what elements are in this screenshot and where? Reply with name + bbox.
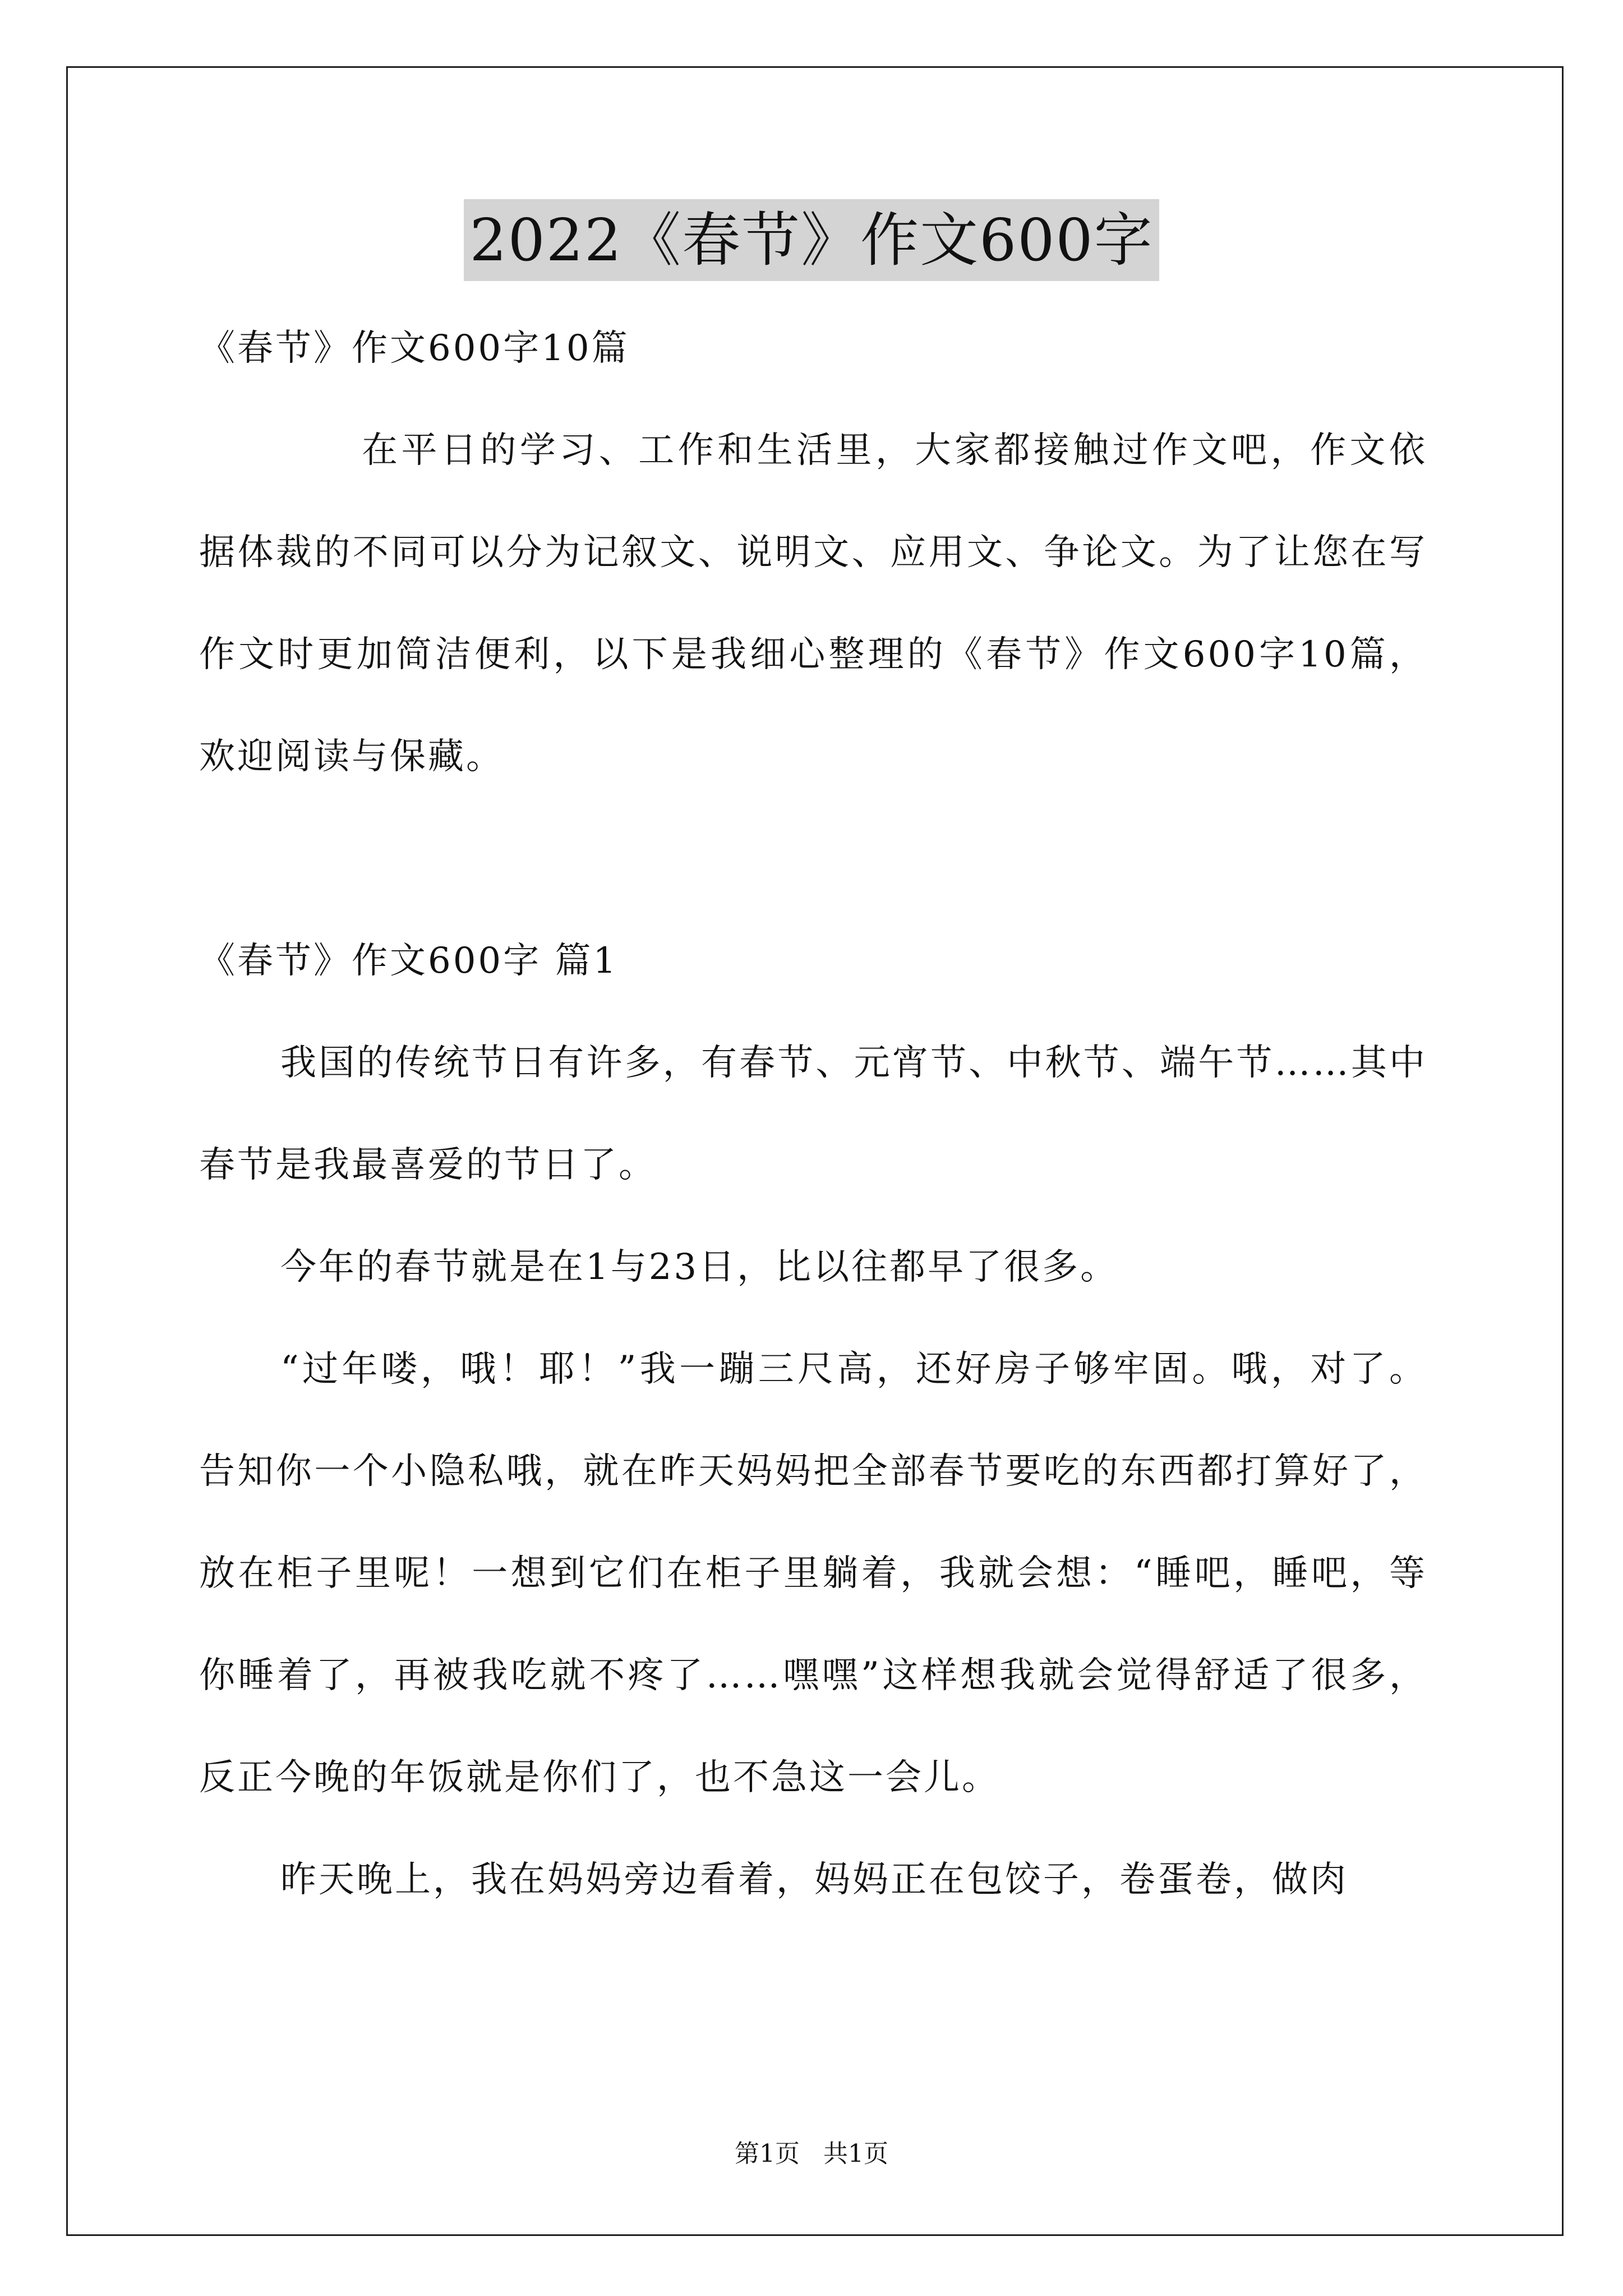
document-body	[199, 297, 1427, 1931]
intro-paragraph: 在平日的学习、工作和生活里，大家都接触过作文吧，作文依据体裁的不同可以分为记叙文、说明文、应用文、争论文。为了让您在写作文时更加简洁便利，以下是我细心整理的《春节》作文600字10篇，欢迎阅读与保藏。	[199, 430, 1427, 777]
document-title: 2022《春节》作文600字	[464, 199, 1159, 281]
document-subtitle: 《春节》作文600字10篇	[199, 328, 630, 369]
section-heading: 《春节》作文600字 篇1	[199, 940, 619, 982]
body-paragraph: 昨天晚上，我在妈妈旁边看着，妈妈正在包饺子，卷蛋卷，做肉	[280, 1859, 1348, 1901]
body-paragraph: 我国的传统节日有许多，有春节、元宵节、中秋节、端午节……其中春节是我最喜爱的节日了。	[199, 1042, 1427, 1186]
title-container	[0, 199, 1623, 281]
section-spacer	[199, 808, 1427, 910]
page-number: 第1页 共1页	[735, 2139, 888, 2168]
body-paragraph: 今年的春节就是在1与23日，比以往都早了很多。	[280, 1246, 1119, 1288]
body-paragraph: “过年喽，哦！耶！”我一蹦三尺高，还好房子够牢固。哦，对了。告知你一个小隐私哦，就在昨天妈妈把全部春节要吃的东西都打算好了，放在柜子里呢！一想到它们在柜子里躺着，我就会想：“睡吧，睡吧，等你睡着了，再被我吃就不疼了……嘿嘿”这样想我就会觉得舒适了很多，反正今晚的年饭就是你们了，也不急这一会儿。	[199, 1349, 1427, 1798]
page-footer	[0, 2137, 1623, 2171]
